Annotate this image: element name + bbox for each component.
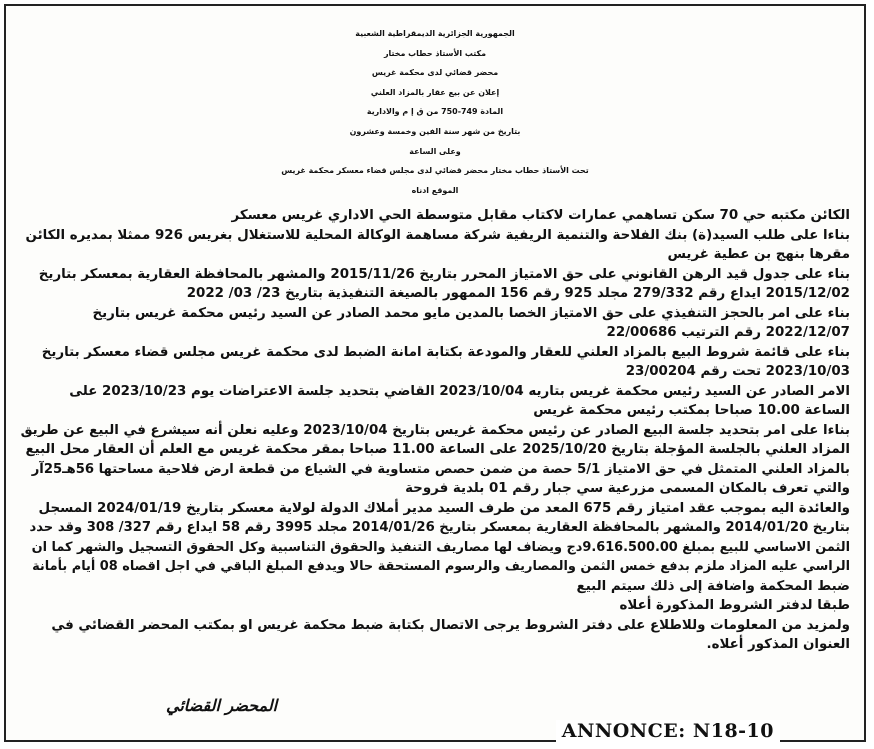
header-under: تحت الأستاذ حطاب مختار محضر قضائي لدى مجلس قضاء معسكر محكمة غريس bbox=[281, 166, 589, 176]
header-office: مكتب الأستاذ حطاب مختار bbox=[383, 48, 487, 58]
header-bailiff: محضر قضائي لدى محكمة غريس bbox=[371, 68, 499, 78]
paragraph-seizure: بناء على امر بالحجز التنفيذي على حق الامتياز الخصا بالمدين مايو محمد الصادر عن السيد رئيس محكمة غريس بتاريخ 2022/12/07 رقم الترتيب 22/00686 bbox=[92, 305, 850, 340]
notice-body bbox=[20, 206, 850, 655]
header-article: المادة 749-750 من ق إ م والادارية bbox=[366, 107, 504, 117]
notice-header bbox=[6, 24, 864, 200]
paragraph-conditions: بناء على قائمة شروط البيع بالمزاد العلني للعقار والمودعة بكتابة امانة الضبط لدى محكمة غريس مجلس قضاء معسكر بتاريخ 2023/10/03 تحت رقم 23/00204 bbox=[41, 344, 850, 379]
paragraph-sale-session: بناءا على امر بتحديد جلسة البيع الصادر عن رئيس محكمة غريس بتاريخ 2023/10/04 وعليه نعلن أنه سيشرع في البيع عن طريق المزاد العلني بالجلسة المؤجلة بتاريخ 2025/10/20 على الساعة 11.00 صباحا بمقر محكمة غريس مع العلم أن العقار محل البيع بالمزاد العلني المتمثل في حق الامتياز 5/1 حصة من ضمن حصص متساوية في الشياع من قطعة ارض فلاحية مساحتها 56هـ25آر والتي تعرف بالمكان المسمى مزرعية سي جبار رقم 01 بلدية فروحة bbox=[20, 422, 850, 496]
annonce-number: ANNONCE: N18-10 bbox=[556, 720, 780, 742]
signature: المحضر القضائي bbox=[166, 696, 278, 715]
legal-notice bbox=[4, 4, 866, 742]
paragraph-concession-price: والعائدة اليه بموجب عقد امتياز رقم 675 المعد من طرف السيد مدير أملاك الدولة لولاية معسكر بتاريخ 2024/01/19 المسجل بتاريخ 2014/01/20 والمشهر بالمحافظة العقارية بمعسكر بتاريخ 2014/01/26 مجلد 3995 رقم 58 ايداع رقم 327/ 308 وقد حدد الثمن الاساسي للبيع بمبلغ 9.616.500.00دج ويضاف لها مصاريف التنفيذ والحقوق التناسبية وكل الحقوق التسجيل والشهر كما ان الراسي عليه المزاد ملزم بدفع خمس الثمن والمصاريف والرسوم المستحقة حالا ويدفع المبلغ الباقي في اجل اقصاه 08 أيام بأمانة ضبط المحكمة واضافة إلى ذلك سيتم البيع bbox=[29, 500, 850, 594]
paragraph-contact: ولمزيد من المعلومات وللاطلاع على دفتر الشروط يرجى الاتصال بكتابة ضبط محكمة غريس او بمكتب المحضر القضائي في العنوان المذكور أعلاه. bbox=[51, 617, 850, 652]
header-signed-below: الموقع ادناه bbox=[411, 185, 459, 195]
paragraph-objections: الامر الصادر عن السيد رئيس محكمة غريس بتاريه 2023/10/04 القاضي بتحديد جلسة الاعتراضات يوم 2023/10/23 على الساعة 10.00 صباحا بمكتب رئيس محكمة غريس bbox=[69, 383, 850, 418]
header-announcement: إعلان عن بيع عقار بالمزاد العلني bbox=[370, 87, 500, 97]
paragraph-according: طبقا لدفتر الشروط المذكورة أعلاه bbox=[619, 598, 850, 613]
header-time: وعلى الساعة bbox=[409, 146, 461, 156]
header-date: بتاريخ من شهر سنة الفين وخمسة وعشرون bbox=[349, 126, 521, 136]
paragraph-mortgage: بناء على جدول قيد الرهن القانوني على حق الامتياز المحرر بتاريخ 2015/11/26 والمشهر بالمحافظة العقارية بمعسكر بتاريخ 2015/12/02 ايداع رقم 279/332 مجلد 925 رقم 156 الممهور بالصيغة التنفيذية بتاريخ 23/ 03/ 2022 bbox=[38, 266, 850, 301]
header-republic: الجمهورية الجزائرية الديمقراطية الشعبية bbox=[355, 29, 515, 38]
paragraph-address: الكائن مكتبه حي 70 سكن تساهمي عمارات لاكتاب مقابل متوسطة الحي الاداري غريس معسكر bbox=[231, 208, 850, 223]
paragraph-request: بناءا على طلب السيد(ة) بنك الفلاحة والتنمية الريفية شركة مساهمة الوكالة المحلية للاستغلال بغريس 926 ممثلا بمديره الكائن مقرها بنهج بن عطية غريس bbox=[25, 227, 850, 262]
